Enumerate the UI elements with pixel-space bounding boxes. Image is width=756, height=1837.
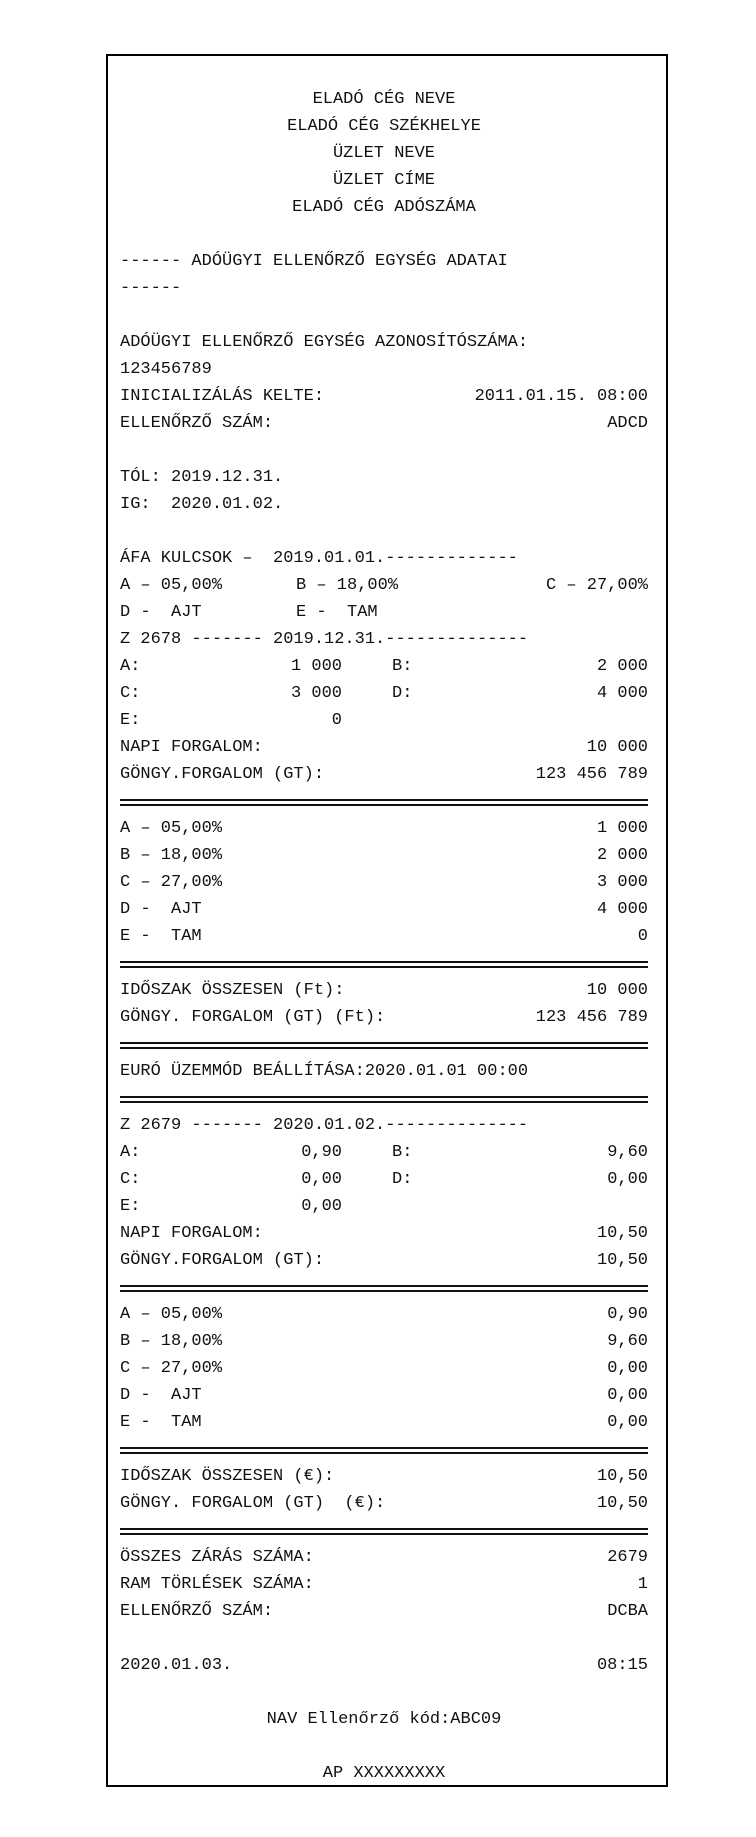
z-report-row: A: 1 000 B: 2 000 [120,657,648,676]
aee-title-cont: ------ [120,279,182,298]
z-report-title: Z 2679 ------- 2020.01.02.-------------- [120,1116,529,1135]
vat-rates-title: ÁFA KULCSOK – 2019.01.01.------------- [120,549,518,568]
seller-name: ELADÓ CÉG NEVE [312,90,456,109]
rate-total-row: C – 27,00% 0,00 [120,1359,648,1378]
rate-total-row: B – 18,00% 2 000 [120,846,648,865]
receipt-content [120,86,648,1787]
rate-total-row: C – 27,00% 3 000 [120,873,648,892]
euro-mode-setting: EURÓ ÜZEMMÓD BEÁLLÍTÁSA:2020.01.01 00:00 [120,1062,529,1081]
vat-rates-row [120,599,648,626]
gt-turnover-row: GÖNGY.FORGALOM (GT): 123 456 789 [120,765,648,784]
aee-id-label: ADÓÜGYI ELLENŐRZŐ EGYSÉG AZONOSÍTÓSZÁMA: [120,333,529,352]
double-separator [120,950,648,977]
rate-total-row: E - TAM 0 [120,927,648,946]
vat-rate-a: A – 05,00% [120,576,223,595]
total-closes-row: ÖSSZES ZÁRÁS SZÁMA: 2679 [120,1548,648,1567]
z-report-row: E: 0,00 [120,1197,342,1216]
vat-rate-c: C – 27,00% [545,576,648,595]
print-date: 2020.01.03. [120,1656,233,1675]
seller-seat: ELADÓ CÉG SZÉKHELYE [287,117,481,136]
seller-header [120,86,648,221]
vat-rate-d: D - AJT [120,603,202,622]
double-separator [120,1274,648,1301]
rate-total-row: A – 05,00% 1 000 [120,819,648,838]
aee-title: ------ ADÓÜGYI ELLENŐRZŐ EGYSÉG ADATAI [120,252,508,271]
z-report-row: A: 0,90 B: 9,60 [120,1143,648,1162]
rate-total-row: A – 05,00% 0,90 [120,1305,648,1324]
rate-total-row: E - TAM 0,00 [120,1413,648,1432]
aee-id-value: 123456789 [120,360,212,379]
vat-rate-b: B – 18,00% [296,576,399,595]
z-report-row: C: 3 000 D: 4 000 [120,684,648,703]
seller-tax-number: ELADÓ CÉG ADÓSZÁMA [292,198,476,217]
double-separator [120,1085,648,1112]
daily-turnover-row: NAPI FORGALOM: 10,50 [120,1224,648,1243]
print-time: 08:15 [596,1656,648,1675]
period-to: IG: 2020.01.02. [120,495,284,514]
z-report-row: E: 0 [120,711,342,730]
check-number-label: ELLENŐRZŐ SZÁM: [120,414,274,433]
ap-number: AP XXXXXXXXX [322,1764,446,1783]
init-date-row [120,383,648,410]
check-number-row [120,410,648,437]
period-from: TÓL: 2019.12.31. [120,468,284,487]
init-date-label: INICIALIZÁLÁS KELTE: [120,387,325,406]
init-date-value: 2011.01.15. 08:00 [474,387,648,406]
double-separator [120,788,648,815]
vat-rate-e: E - TAM [296,603,378,622]
z-report-title: Z 2678 ------- 2019.12.31.-------------- [120,630,529,649]
gt-turnover-row: GÖNGY.FORGALOM (GT): 10,50 [120,1251,648,1270]
nav-check-code: NAV Ellenőrző kód:ABC09 [266,1710,502,1729]
ram-clears-row: RAM TÖRLÉSEK SZÁMA: 1 [120,1575,648,1594]
check-number-value: ADCD [607,414,648,433]
z-report-row: C: 0,00 D: 0,00 [120,1170,648,1189]
double-separator [120,1436,648,1463]
datetime-row [120,1652,648,1679]
vat-rates-row [120,572,648,599]
shop-address: ÜZLET CÍME [332,171,436,190]
period-gt-row: GÖNGY. FORGALOM (GT) (Ft): 123 456 789 [120,1008,648,1027]
double-separator [120,1031,648,1058]
final-check-row: ELLENŐRZŐ SZÁM: DCBA [120,1602,648,1621]
double-separator [120,1517,648,1544]
daily-turnover-row: NAPI FORGALOM: 10 000 [120,738,648,757]
shop-name: ÜZLET NEVE [332,144,436,163]
period-total-row: IDŐSZAK ÖSSZESEN (Ft): 10 000 [120,981,648,1000]
rate-total-row: D - AJT 0,00 [120,1386,648,1405]
period-total-row: IDŐSZAK ÖSSZESEN (€): 10,50 [120,1467,648,1486]
period-gt-row: GÖNGY. FORGALOM (GT) (€): 10,50 [120,1494,648,1513]
receipt [106,54,668,1787]
rate-total-row: B – 18,00% 9,60 [120,1332,648,1351]
rate-total-row: D - AJT 4 000 [120,900,648,919]
